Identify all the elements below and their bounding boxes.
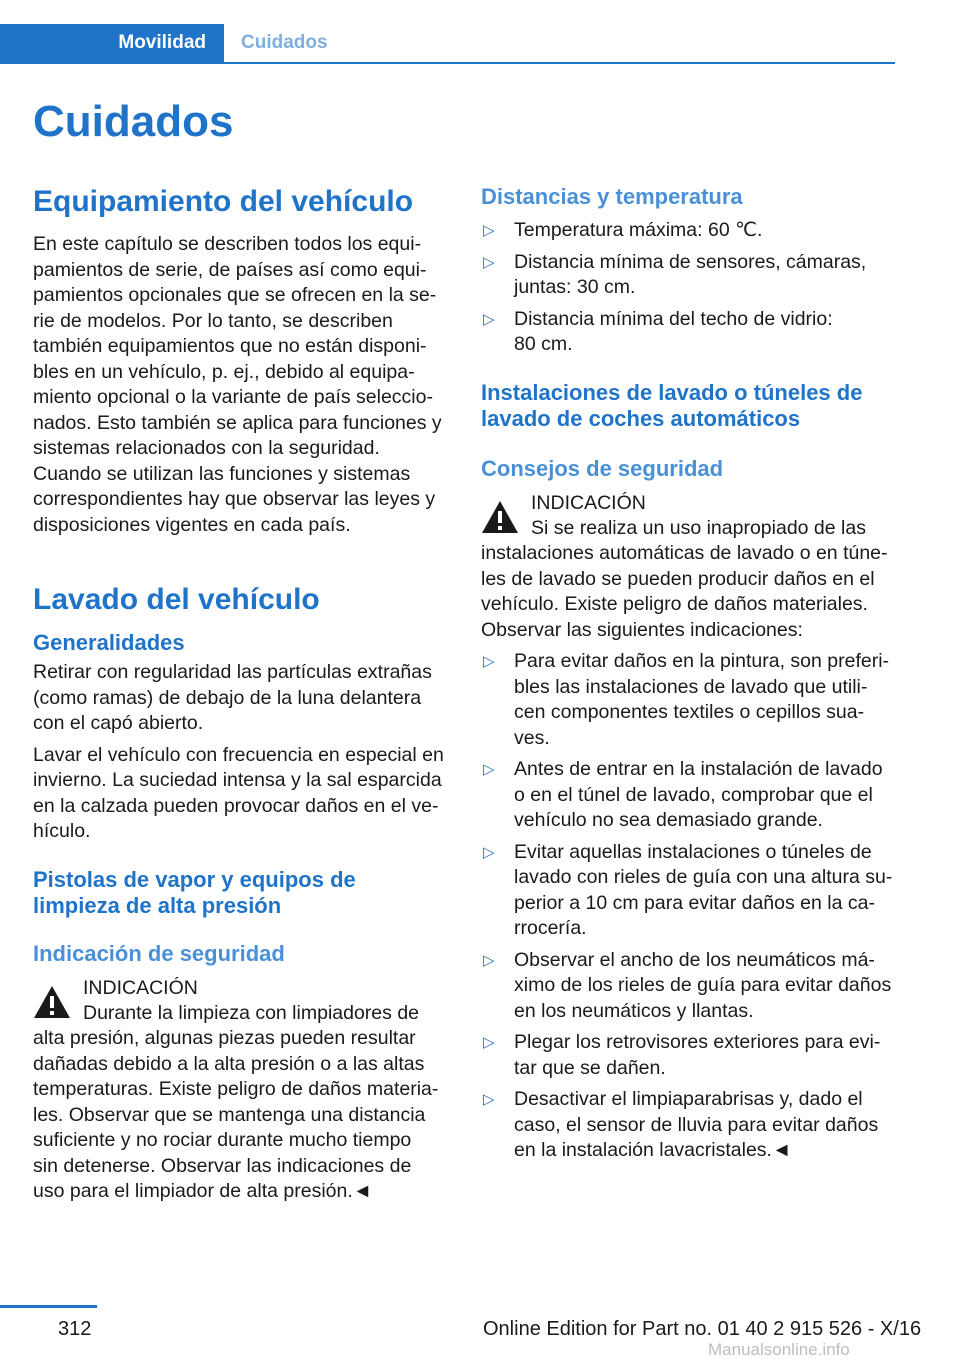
heading-consejos: Consejos de seguridad — [481, 455, 724, 481]
triangle-bullet-icon: ▷ — [483, 843, 495, 861]
tab-movilidad-label: Movilidad — [118, 32, 206, 53]
list-item: ▷ Observar el ancho de los neumáticos má- ximo de los rieles de guía para evitar daños en los neumáticos y llantas. — [483, 948, 892, 1022]
list-item: ▷ Para evitar daños en la pintura, son preferi- bles las instalaciones de lavado que utili- cen componentes textiles o cepillos sua- ves. — [483, 650, 890, 749]
watermark: Manualsonline.info — [708, 1340, 850, 1359]
triangle-bullet-icon: ▷ — [483, 761, 495, 778]
heading-generalidades: Generalidades — [33, 630, 185, 655]
list-item: ▷ Distancia mínima del techo de vidrio: 80 cm. — [483, 307, 833, 355]
warning-label: INDICACIÓN — [83, 976, 198, 999]
tab-movilidad[interactable] — [0, 24, 224, 62]
footer-accent-line — [0, 1305, 97, 1308]
warning-label: INDICACIÓN — [531, 491, 646, 514]
heading-equipamiento: Equipamiento del vehículo — [33, 185, 414, 218]
list-item: ▷ Plegar los retrovisores exteriores para evi- tar que se dañen. — [483, 1031, 881, 1079]
heading-indicacion: Indicación de seguridad — [33, 940, 285, 966]
triangle-bullet-icon: ▷ — [483, 1034, 495, 1051]
triangle-bullet-icon: ▷ — [483, 1091, 495, 1108]
generalidades-paragraph-2: Lavar el vehículo con frecuencia en especial en invierno. La suciedad intensa y la sal esparcida en la calzada pueden provocar daños en el ve- hículo. — [33, 743, 444, 842]
generalidades-paragraph-1: Retirar con regularidad las partículas extrañas (como ramas) de debajo de la luna delantera con el capó abierto. — [33, 661, 432, 734]
edition-text: Online Edition for Part no. 01 40 2 915 526 - X/16 — [483, 1318, 922, 1340]
warning-box-presion — [33, 975, 449, 1023]
consejos-list — [481, 649, 895, 1164]
equipamiento-paragraph-1: En este capítulo se describen todos los equi- pamientos de serie, de países así como equi- pamientos opcionales que se ofrecen en la se- rie de modelos. Por lo tanto, se describen también equipamientos que no están disponi- bles en un vehículo, p. ej., debido al equipa- miento opcional o la variante de país seleccio- nados. Esto también se aplica para funciones y sistemas relacionados con la seguridad. — [33, 233, 442, 459]
right-column — [481, 184, 895, 1164]
triangle-bullet-icon: ▷ — [483, 951, 495, 969]
warning-triangle-icon — [33, 985, 71, 1019]
list-item: ▷ Desactivar el limpiaparabrisas y, dado el caso, el sensor de lluvia para evitar daños en la instalación lavacristales.◄ — [483, 1088, 879, 1161]
triangle-bullet-icon: ▷ — [483, 310, 495, 328]
triangle-bullet-icon: ▷ — [483, 653, 495, 670]
warning-text-lavado: Si se realiza un uso inapropiado de las instalaciones automáticas de lavado o en túne- les de lavado se pueden producir daños en el vehículo. Existe peligro de daños materiales. Observar las siguientes indicaciones: — [481, 516, 888, 641]
page-number: 312 — [58, 1318, 92, 1340]
page-title: Cuidados — [33, 97, 234, 146]
tab-cuidados[interactable]: Cuidados — [241, 32, 328, 53]
list-item: ▷ Antes de entrar en la instalación de lavado o en el túnel de lavado, comprobar que el vehículo no sea demasiado grande. — [483, 758, 883, 831]
heading-pistolas: Pistolas de vapor y equipos de limpieza de alta presión — [33, 866, 356, 918]
triangle-bullet-icon: ▷ — [483, 222, 495, 239]
heading-distancias: Distancias y temperatura — [481, 184, 743, 209]
warning-text-presion: Durante la limpieza con limpiadores de alta presión, algunas piezas pueden resultar dañadas debido a la alta presión o a las altas temperaturas. Existe peligro de daños materia- les. Observar que se mantenga una distancia suficiente y no rociar durante mucho tiempo sin detenerse. Observar las indicaciones de uso para el limpiador de alta presión.◄ — [33, 1001, 439, 1202]
header-bar — [0, 24, 895, 64]
heading-lavado: Lavado del vehículo — [33, 583, 320, 616]
left-column — [33, 184, 449, 1205]
list-item: ▷ Distancia mínima de sensores, cámaras, juntas: 30 cm. — [483, 250, 867, 298]
warning-triangle-icon — [481, 500, 519, 534]
list-item: ▷ Evitar aquellas instalaciones o túneles de lavado con rieles de guía con una altura su- perior a 10 cm para evitar daños en la ca- rrocería. — [483, 840, 893, 939]
list-item: ▷ Temperatura máxima: 60 ℃. — [481, 218, 895, 244]
distancias-list — [481, 218, 895, 358]
triangle-bullet-icon: ▷ — [483, 253, 495, 271]
heading-instalaciones: Instalaciones de lavado o túneles de lavado de coches automáticos — [481, 379, 863, 431]
equipamiento-paragraph-2: Cuando se utilizan las funciones y sistemas correspondientes hay que observar las leyes y disposiciones vigentes en cada país. — [33, 462, 436, 536]
warning-box-lavado — [481, 490, 895, 538]
